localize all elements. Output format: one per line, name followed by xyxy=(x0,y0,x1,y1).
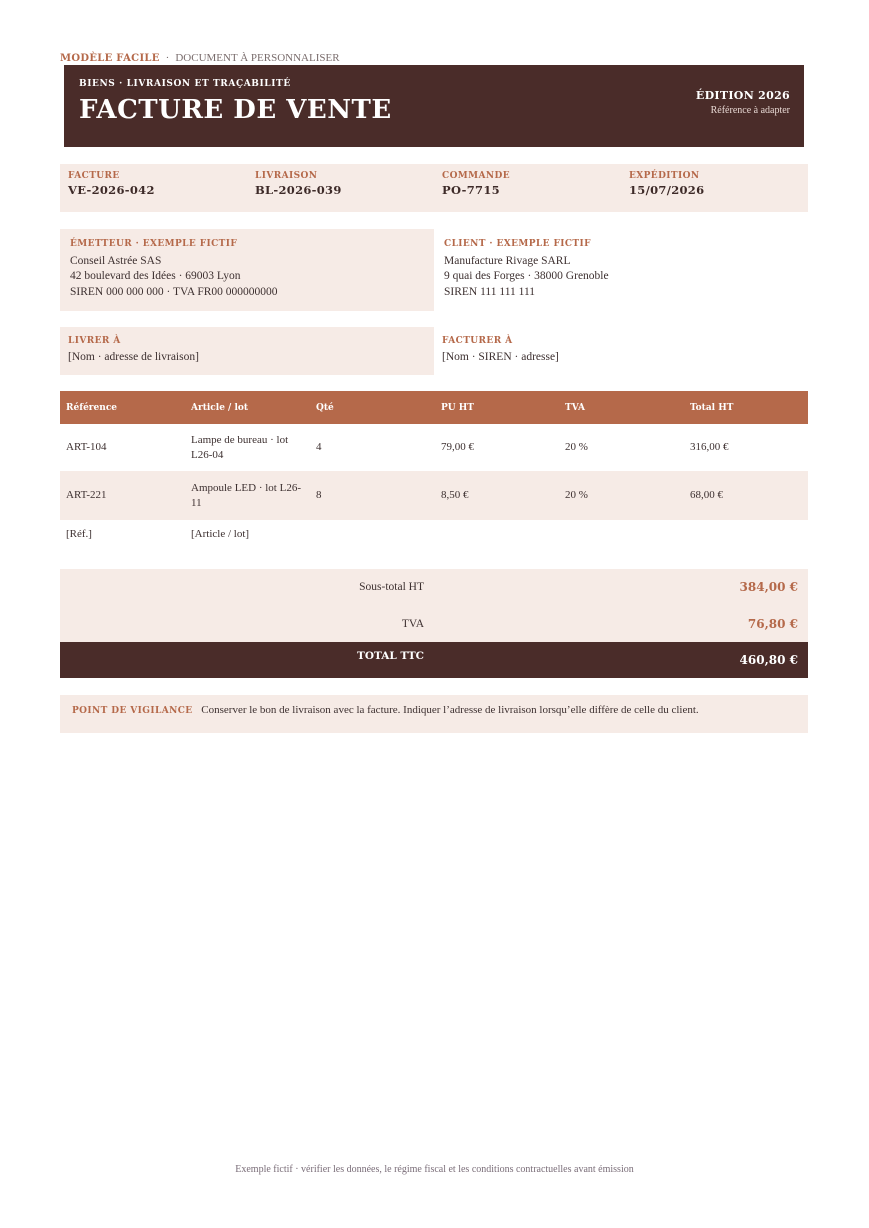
billing-address-block xyxy=(434,327,808,375)
client-name: Manufacture Rivage SARL xyxy=(444,254,571,267)
billing-value: [Nom · SIREN · adresse] xyxy=(442,351,559,363)
delivery-label: LIVRER À xyxy=(68,336,121,346)
subtotal-label: Sous-total HT xyxy=(359,581,424,593)
column-header: Article / lot xyxy=(191,402,249,413)
issuer-ids: SIREN 000 000 000 · TVA FR00 000000000 xyxy=(70,285,278,298)
column-header: Qté xyxy=(316,402,334,413)
issuer-block xyxy=(60,229,434,311)
meta-delivery xyxy=(247,164,434,212)
meta-value: BL-2026-039 xyxy=(255,183,342,197)
table-cell: 79,00 € xyxy=(441,441,474,453)
invoice-meta xyxy=(60,164,808,212)
column-header: TVA xyxy=(565,402,585,413)
totals-block xyxy=(60,569,808,678)
meta-value: VE-2026-042 xyxy=(68,183,155,197)
footer-disclaimer: Exemple fictif · vérifier les données, le régime fiscal et les conditions contractuelles avant émission xyxy=(235,1164,634,1175)
page-title: FACTURE DE VENTE xyxy=(79,95,392,125)
subtotal-row xyxy=(60,569,808,605)
table-cell: 20 % xyxy=(565,489,588,501)
table-row xyxy=(60,471,808,520)
document-subtitle: DOCUMENT À PERSONNALISER xyxy=(175,52,340,64)
table-cell: 316,00 € xyxy=(690,441,729,453)
note-label: POINT DE VIGILANCE xyxy=(72,706,193,716)
table-cell: [Article / lot] xyxy=(191,527,250,540)
issuer-label: ÉMETTEUR · EXEMPLE FICTIF xyxy=(70,239,238,249)
delivery-value: [Nom · adresse de livraison] xyxy=(68,351,199,363)
table-cell: 68,00 € xyxy=(690,489,723,501)
meta-value: 15/07/2026 xyxy=(629,183,705,197)
table-cell: 8 xyxy=(316,489,322,501)
meta-label: LIVRAISON xyxy=(255,171,318,181)
issuer-name: Conseil Astrée SAS xyxy=(70,254,162,267)
meta-invoice xyxy=(60,164,247,212)
brand-label: MODÈLE FACILE xyxy=(60,53,160,64)
table-cell: [Réf.] xyxy=(66,527,92,540)
table-cell: 8,50 € xyxy=(441,489,469,501)
meta-label: EXPÉDITION xyxy=(629,171,700,181)
vigilance-note xyxy=(60,695,808,733)
reference-note: Référence à adapter xyxy=(710,105,790,116)
meta-order xyxy=(434,164,621,212)
tax-label: TVA xyxy=(401,617,424,630)
header-subtitle: BIENS · LIVRAISON ET TRAÇABILITÉ xyxy=(79,79,291,89)
invoice-header xyxy=(64,65,804,147)
table-header xyxy=(60,391,808,424)
grand-total-value: 460,80 € xyxy=(739,653,798,667)
note-text: Conserver le bon de livraison avec la facture. Indiquer l’adresse de livraison lorsqu’elle diffère de celle du client. xyxy=(201,704,699,716)
client-address: 9 quai des Forges · 38000 Grenoble xyxy=(444,270,609,282)
meta-shipping xyxy=(621,164,808,212)
top-line xyxy=(60,52,340,64)
column-header: Total HT xyxy=(690,402,734,413)
table-cell: Ampoule LED · lot L26-11 xyxy=(191,481,301,509)
tax-row xyxy=(60,605,808,642)
column-header: Référence xyxy=(66,402,118,413)
client-block xyxy=(434,229,808,311)
column-header: PU HT xyxy=(441,402,474,413)
billing-label: FACTURER À xyxy=(442,336,513,346)
table-row xyxy=(60,520,808,548)
subtotal-value: 384,00 € xyxy=(739,580,798,594)
table-cell: Lampe de bureau · lot L26-04 xyxy=(191,433,289,461)
table-cell: 20 % xyxy=(565,441,588,453)
table-row xyxy=(60,424,808,471)
grand-total-label: TOTAL TTC xyxy=(357,650,424,662)
line-items-table xyxy=(60,391,808,548)
client-ids: SIREN 111 111 111 xyxy=(444,285,536,298)
grand-total-row xyxy=(60,642,808,678)
separator: · xyxy=(165,52,170,64)
client-label: CLIENT · EXEMPLE FICTIF xyxy=(444,239,591,249)
issuer-address: 42 boulevard des Idées · 69003 Lyon xyxy=(70,270,241,282)
edition-label: ÉDITION 2026 xyxy=(695,89,790,102)
table-cell: ART-104 xyxy=(66,441,107,453)
meta-label: COMMANDE xyxy=(442,171,511,181)
table-cell: ART-221 xyxy=(66,489,107,501)
tax-value: 76,80 € xyxy=(747,616,798,631)
delivery-address-block xyxy=(60,327,434,375)
table-cell: 4 xyxy=(316,441,322,453)
meta-label: FACTURE xyxy=(68,171,120,181)
meta-value: PO-7715 xyxy=(442,183,500,197)
